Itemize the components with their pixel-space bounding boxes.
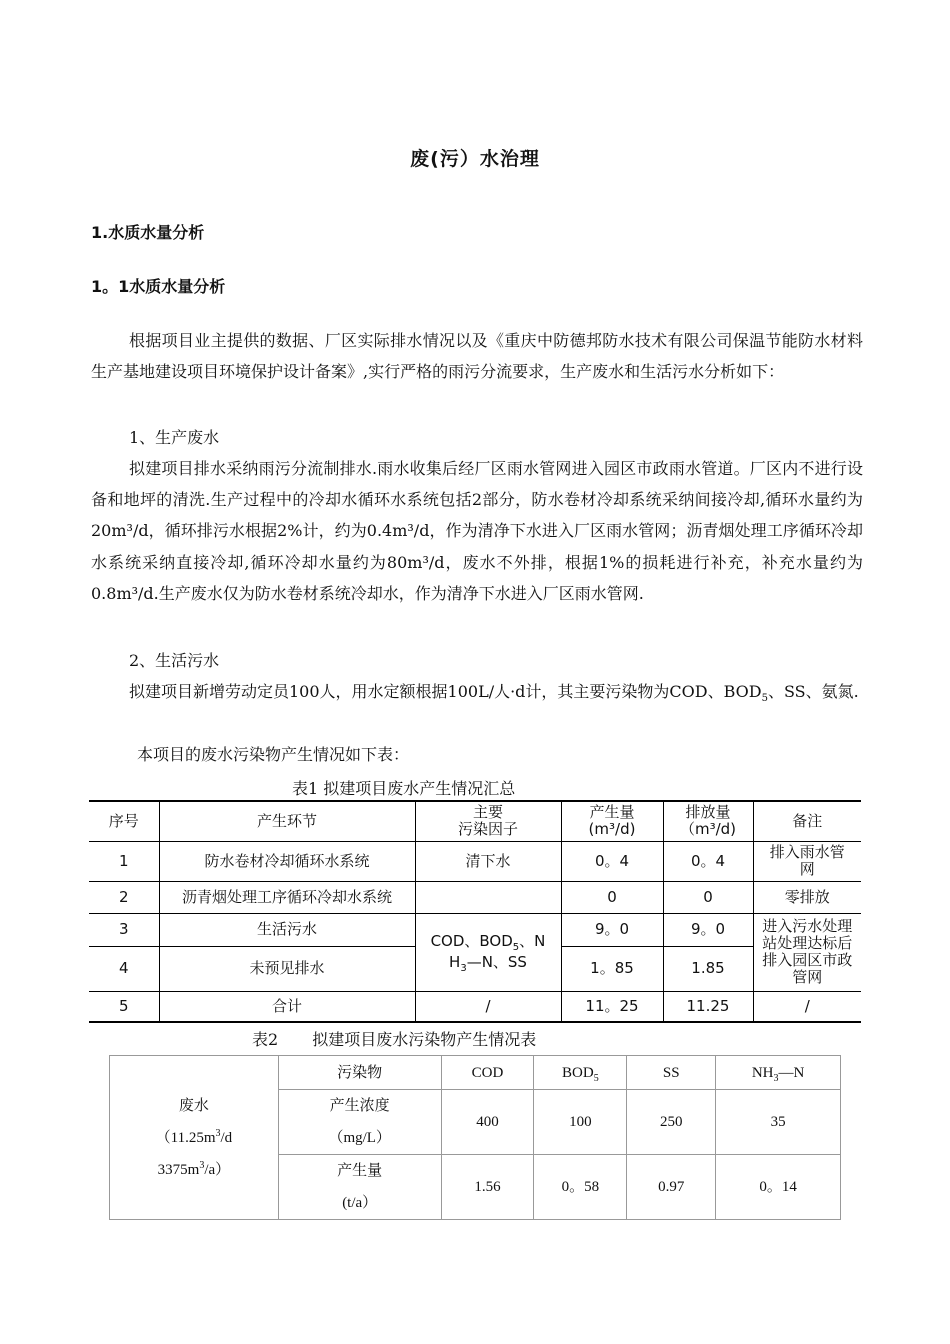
cell-seq: 3 <box>89 913 159 946</box>
section-heading-1: 1.水质水量分析 <box>91 223 205 242</box>
cell-pollutant: / <box>415 991 561 1022</box>
label-concentration: 产生浓度 （mg/L） <box>278 1090 441 1155</box>
paragraph-domestic-sewage: 拟建项目新增劳动定员100人，用水定额根据100L/人·d计，其主要污染物为COD、$BOD_5$、SS、氨氮. <box>129 682 859 705</box>
header-nh3n: $NH_3—N$ <box>716 1056 841 1090</box>
row-head-wastewater: 废水 （$11.25m^3/d$ $3375m^3/a$） <box>110 1056 279 1220</box>
paragraph-table-intro: 本项目的废水污染物产生情况如下表： <box>137 745 410 764</box>
cell-production: 1。85 <box>561 946 663 991</box>
cell-remark-merged: 进入污水处理站处理达标后排入园区市政管网 <box>753 913 861 991</box>
cell-stage: 生活污水 <box>159 913 415 946</box>
cell-discharge: 9。0 <box>663 913 753 946</box>
cell-remark: 零排放 <box>753 881 861 913</box>
header-pollutant: 污染物 <box>278 1056 441 1090</box>
cell-amt-cod: 1.56 <box>441 1155 534 1220</box>
subheading-production-wastewater: 1、生产废水 <box>129 428 220 447</box>
cell-remark: / <box>753 991 861 1022</box>
cell-remark: 排入雨水管网 <box>753 841 861 881</box>
header-seq: 序号 <box>89 801 159 841</box>
subheading-domestic-sewage: 2、生活污水 <box>129 651 220 670</box>
cell-discharge: 0。4 <box>663 841 753 881</box>
header-pollutant: 主要 污染因子 <box>415 801 561 841</box>
cell-conc-cod: 400 <box>441 1090 534 1155</box>
cell-production: 11。25 <box>561 991 663 1022</box>
header-discharge: 排放量 （m³/d) <box>663 801 753 841</box>
table-row <box>89 841 861 881</box>
cell-stage: 合计 <box>159 991 415 1022</box>
cell-conc-nh3n: 35 <box>716 1090 841 1155</box>
cell-seq: 1 <box>89 841 159 881</box>
cell-pollutant <box>415 881 561 913</box>
paragraph-intro: 根据项目业主提供的数据、厂区实际排水情况以及《重庆中防德邦防水技术有限公司保温节能防水材料生产基地建设项目环境保护设计备案》,实行严格的雨污分流要求，生产废水和生活污水分析如下： <box>91 331 863 382</box>
table-row <box>89 991 861 1022</box>
table-row <box>89 881 861 913</box>
header-ss: SS <box>627 1056 716 1090</box>
header-cod: COD <box>441 1056 534 1090</box>
wastewater-summary-table <box>89 800 861 1023</box>
cell-discharge: 0 <box>663 881 753 913</box>
cell-conc-ss: 250 <box>627 1090 716 1155</box>
cell-seq: 2 <box>89 881 159 913</box>
table-header-row <box>89 801 861 841</box>
cell-seq: 4 <box>89 946 159 991</box>
table-header-row <box>110 1056 841 1090</box>
cell-stage: 未预见排水 <box>159 946 415 991</box>
cell-stage: 防水卷材冷却循环水系统 <box>159 841 415 881</box>
cell-pollutant-merged: COD、$BOD_5$、N $H_3—N$、SS <box>415 913 561 991</box>
label-amount: 产生量 (t/a） <box>278 1155 441 1220</box>
header-stage: 产生环节 <box>159 801 415 841</box>
cell-seq: 5 <box>89 991 159 1022</box>
table-row <box>89 913 861 946</box>
header-remark: 备注 <box>753 801 861 841</box>
cell-amt-bod5: 0。58 <box>534 1155 627 1220</box>
cell-discharge: 11.25 <box>663 991 753 1022</box>
paragraph-production-wastewater: 拟建项目排水采纳雨污分流制排水.雨水收集后经厂区雨水管网进入园区市政雨水管道。厂区内不进行设备和地坪的清洗.生产过程中的冷却水循环水系统包括2部分，防水卷材冷却系统采纳间接冷却,循环水量约为20m³/d，循环排污水根据2%计，约为0.4m³/d，作为清净下水进入厂区雨水管网；沥青烟处理工序循环冷却水系统采纳直接冷却,循环冷却水量约为80m³/d，废水不外排，根据1%的损耗进行补充，补充水量约为0.8m³/d.生产废水仅为防水卷材系统冷却水，作为清净下水进入厂区雨水管网. <box>91 459 863 603</box>
cell-production: 0。4 <box>561 841 663 881</box>
cell-pollutant: 清下水 <box>415 841 561 881</box>
table2-caption: 表2 拟建项目废水污染物产生情况表 <box>252 1030 537 1049</box>
section-heading-1-1: 1。1水质水量分析 <box>91 277 226 296</box>
cell-discharge: 1.85 <box>663 946 753 991</box>
header-bod5: $BOD_5$ <box>534 1056 627 1090</box>
cell-amt-nh3n: 0。14 <box>716 1155 841 1220</box>
cell-stage: 沥青烟处理工序循环冷却水系统 <box>159 881 415 913</box>
header-production: 产生量 (m³/d) <box>561 801 663 841</box>
page-title: 废(污）水治理 <box>410 148 540 170</box>
cell-production: 9。0 <box>561 913 663 946</box>
pollutant-generation-table <box>109 1055 841 1220</box>
cell-conc-bod5: 100 <box>534 1090 627 1155</box>
cell-production: 0 <box>561 881 663 913</box>
cell-amt-ss: 0.97 <box>627 1155 716 1220</box>
table1-caption: 表1 拟建项目废水产生情况汇总 <box>292 779 516 798</box>
